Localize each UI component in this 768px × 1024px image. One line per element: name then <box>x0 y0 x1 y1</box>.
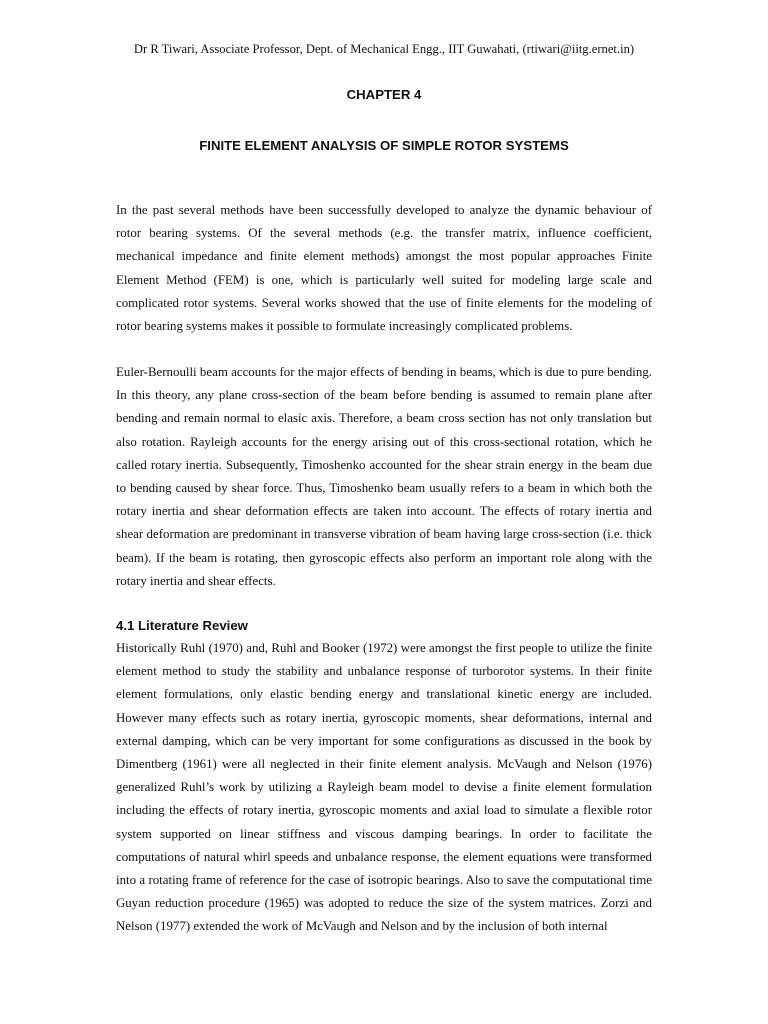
intro-paragraph: In the past several methods have been successfully developed to analyze the dynamic behaviour of rotor bearing systems. Of the several methods (e.g. the transfer matrix, influence coefficient, mechanical impedance and finite element methods) amongst the most popular approaches Finite Element Method (FEM) is one, which is particularly well suited for modeling large scale and complicated rotor systems. Several works showed that the use of finite elements for the modeling of rotor bearing systems makes it possible to formulate increasingly complicated problems. <box>116 203 652 334</box>
chapter-title: FINITE ELEMENT ANALYSIS OF SIMPLE ROTOR SYSTEMS <box>199 138 569 153</box>
page-header: Dr R Tiwari, Associate Professor, Dept. of Mechanical Engg., IIT Guwahati, (rtiwari@iitg.ernet.in) <box>133 42 635 56</box>
literature-review-paragraph: Historically Ruhl (1970) and, Ruhl and Booker (1972) were amongst the first people to utilize the finite element method to study the stability and unbalance response of turborotor systems. In their finite element formulations, only elastic bending energy and translational kinetic energy are included. However many effects such as rotary inertia, gyroscopic moments, shear deformations, internal and external damping, which can be very important for some configurations as discussed in the book by Dimentberg (1961) were all neglected in their finite element analysis. McVaugh and Nelson (1976) generalized Ruhl’s work by utilizing a Rayleigh beam model to devise a finite element formulation including the effects of rotary inertia, gyroscopic moments and axial load to simulate a flexible rotor system supported on linear stiffness and viscous damping bearings. In order to facilitate the computations of natural whirl speeds and unbalance response, the element equations were transformed into a rotating frame of reference for the case of isotropic bearings. Also to save the computational time Guyan reduction procedure (1965) was adopted to reduce the size of the system matrices. Zorzi and Nelson (1977) extended the work of McVaugh and Nelson and by the inclusion of both internal <box>116 641 652 934</box>
chapter-number: CHAPTER 4 <box>346 87 422 102</box>
section-heading: 4.1 Literature Review <box>116 618 248 633</box>
beam-theory-paragraph: Euler-Bernoulli beam accounts for the major effects of bending in beams, which is due to pure bending. In this theory, any plane cross-section of the beam before bending is assumed to remain plane after bending and remain normal to elasic axis. Therefore, a beam cross section has not only translation but also rotation. Rayleigh accounts for the energy arising out of this cross-sectional rotation, which he called rotary inertia. Subsequently, Timoshenko accounted for the shear strain energy in the beam due to bending caused by shear force. Thus, Timoshenko beam usually refers to a beam in which both the rotary inertia and shear deformation effects are taken into account. The effects of rotary inertia and shear deformation are predominant in transverse vibration of beam having large cross-section (i.e. thick beam). If the beam is rotating, then gyroscopic effects also perform an important role along with the rotary inertia and shear effects. <box>116 365 652 588</box>
